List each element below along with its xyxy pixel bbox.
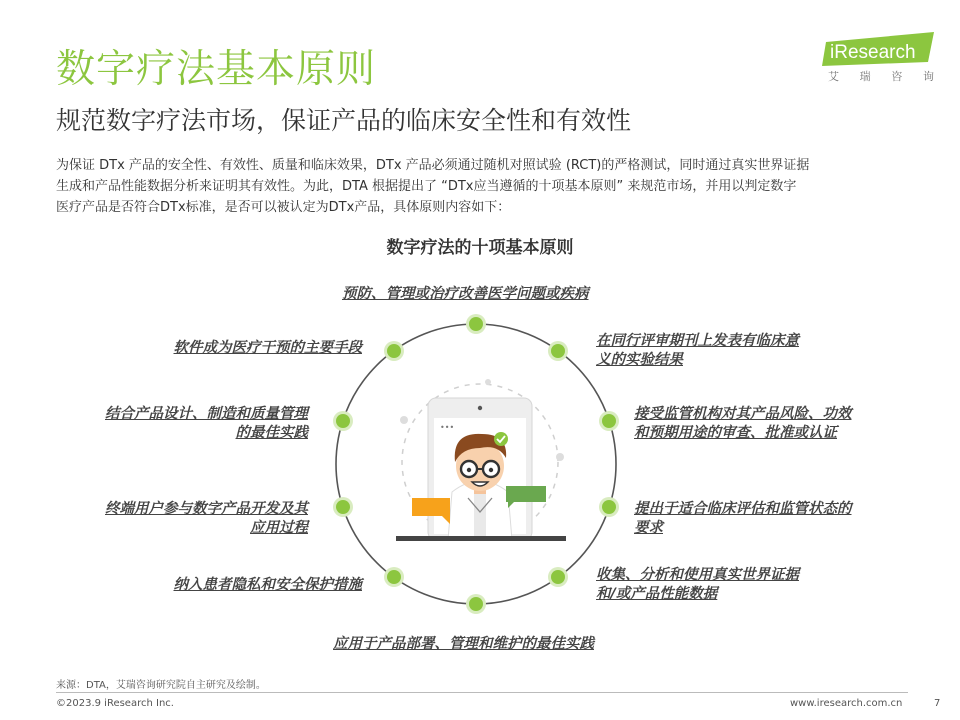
principle-3-line1: 接受监管机构对其产品风险、功效 bbox=[634, 406, 852, 422]
principle-node bbox=[333, 497, 353, 517]
principle-7-text: 纳入患者隐私和安全保护措施 bbox=[173, 577, 362, 593]
principle-2-line2: 义的实验结果 bbox=[596, 352, 683, 368]
principle-4-line2: 要求 bbox=[634, 520, 663, 536]
source-note: 来源：DTA，艾瑞咨询研究院自主研究及绘制。 bbox=[56, 680, 266, 691]
copyright: ©2023.9 iResearch Inc. bbox=[56, 698, 174, 709]
principle-5-line1: 收集、分析和使用真实世界证据 bbox=[596, 567, 799, 583]
principle-10-text: 软件成为医疗干预的主要手段 bbox=[173, 340, 362, 356]
principle-node bbox=[548, 341, 568, 361]
website-link[interactable]: www.iresearch.com.cn bbox=[790, 698, 903, 709]
principle-2 bbox=[596, 332, 799, 370]
principle-5-line2: 和/或产品性能数据 bbox=[596, 586, 718, 602]
principle-10 bbox=[130, 339, 362, 358]
principle-node bbox=[466, 594, 486, 614]
logo-sub-char: 询 bbox=[922, 70, 934, 83]
principle-node bbox=[599, 497, 619, 517]
principle-9 bbox=[76, 405, 308, 443]
svg-text:•••: ••• bbox=[440, 423, 455, 432]
page-number: 7 bbox=[934, 698, 941, 709]
principle-6-text: 应用于产品部署、管理和维护的最佳实践 bbox=[333, 636, 594, 652]
desk-base bbox=[396, 536, 566, 541]
logo-sub-char: 艾 bbox=[828, 70, 839, 83]
principle-8 bbox=[76, 500, 308, 538]
principle-node bbox=[466, 314, 486, 334]
page-title: 数字疗法基本原则 bbox=[56, 47, 377, 92]
decorative-dot bbox=[485, 379, 491, 385]
principle-8-line2: 应用过程 bbox=[250, 520, 308, 536]
principle-2-line1: 在同行评审期刊上发表有临床意 bbox=[596, 333, 799, 349]
principle-8-line1: 终端用户参与数字产品开发及其 bbox=[105, 501, 308, 517]
decorative-dot bbox=[556, 453, 564, 461]
principle-node bbox=[333, 411, 353, 431]
logo-sub-char: 瑞 bbox=[859, 70, 871, 83]
intro-line: 为保证 DTx 产品的安全性、有效性、质量和临床效果，DTx 产品必须通过随机对照试验 (RCT)的严格测试，同时通过真实世界证据 bbox=[56, 158, 810, 173]
logo-text: iResearch bbox=[830, 42, 916, 63]
principle-9-line2: 的最佳实践 bbox=[235, 425, 308, 441]
page-subtitle: 规范数字疗法市场，保证产品的临床安全性和有效性 bbox=[56, 106, 632, 135]
principle-1 bbox=[342, 285, 589, 304]
principle-9-line1: 结合产品设计、制造和质量管理 bbox=[105, 406, 308, 422]
logo-sub-char: 咨 bbox=[891, 70, 903, 83]
intro-line: 生成和产品性能数据分析来证明其有效性。为此，DTA 根据提出了 “DTx应当遵循的十项基本原则” 来规范市场，并用以判定数字 bbox=[56, 179, 797, 194]
principle-6 bbox=[333, 635, 594, 654]
footer-divider bbox=[56, 692, 908, 693]
principle-4-line1: 提出于适合临床评估和监管状态的 bbox=[634, 501, 852, 517]
intro-line: 医疗产品是否符合DTx标准，是否可以被认定为DTx产品，具体原则内容如下： bbox=[56, 200, 511, 215]
principle-3-line2: 和预期用途的审查、批准或认证 bbox=[634, 425, 837, 441]
principle-3 bbox=[634, 405, 852, 443]
principle-1-text: 预防、管理或治疗改善医学问题或疾病 bbox=[342, 286, 589, 302]
principle-5 bbox=[596, 566, 799, 604]
principle-4 bbox=[634, 500, 852, 538]
principle-node bbox=[599, 411, 619, 431]
diagram-title: 数字疗法的十项基本原则 bbox=[386, 238, 574, 258]
principle-7 bbox=[130, 576, 362, 595]
decorative-dot bbox=[400, 416, 408, 424]
principle-node bbox=[384, 567, 404, 587]
principle-node bbox=[548, 567, 568, 587]
principle-node bbox=[384, 341, 404, 361]
